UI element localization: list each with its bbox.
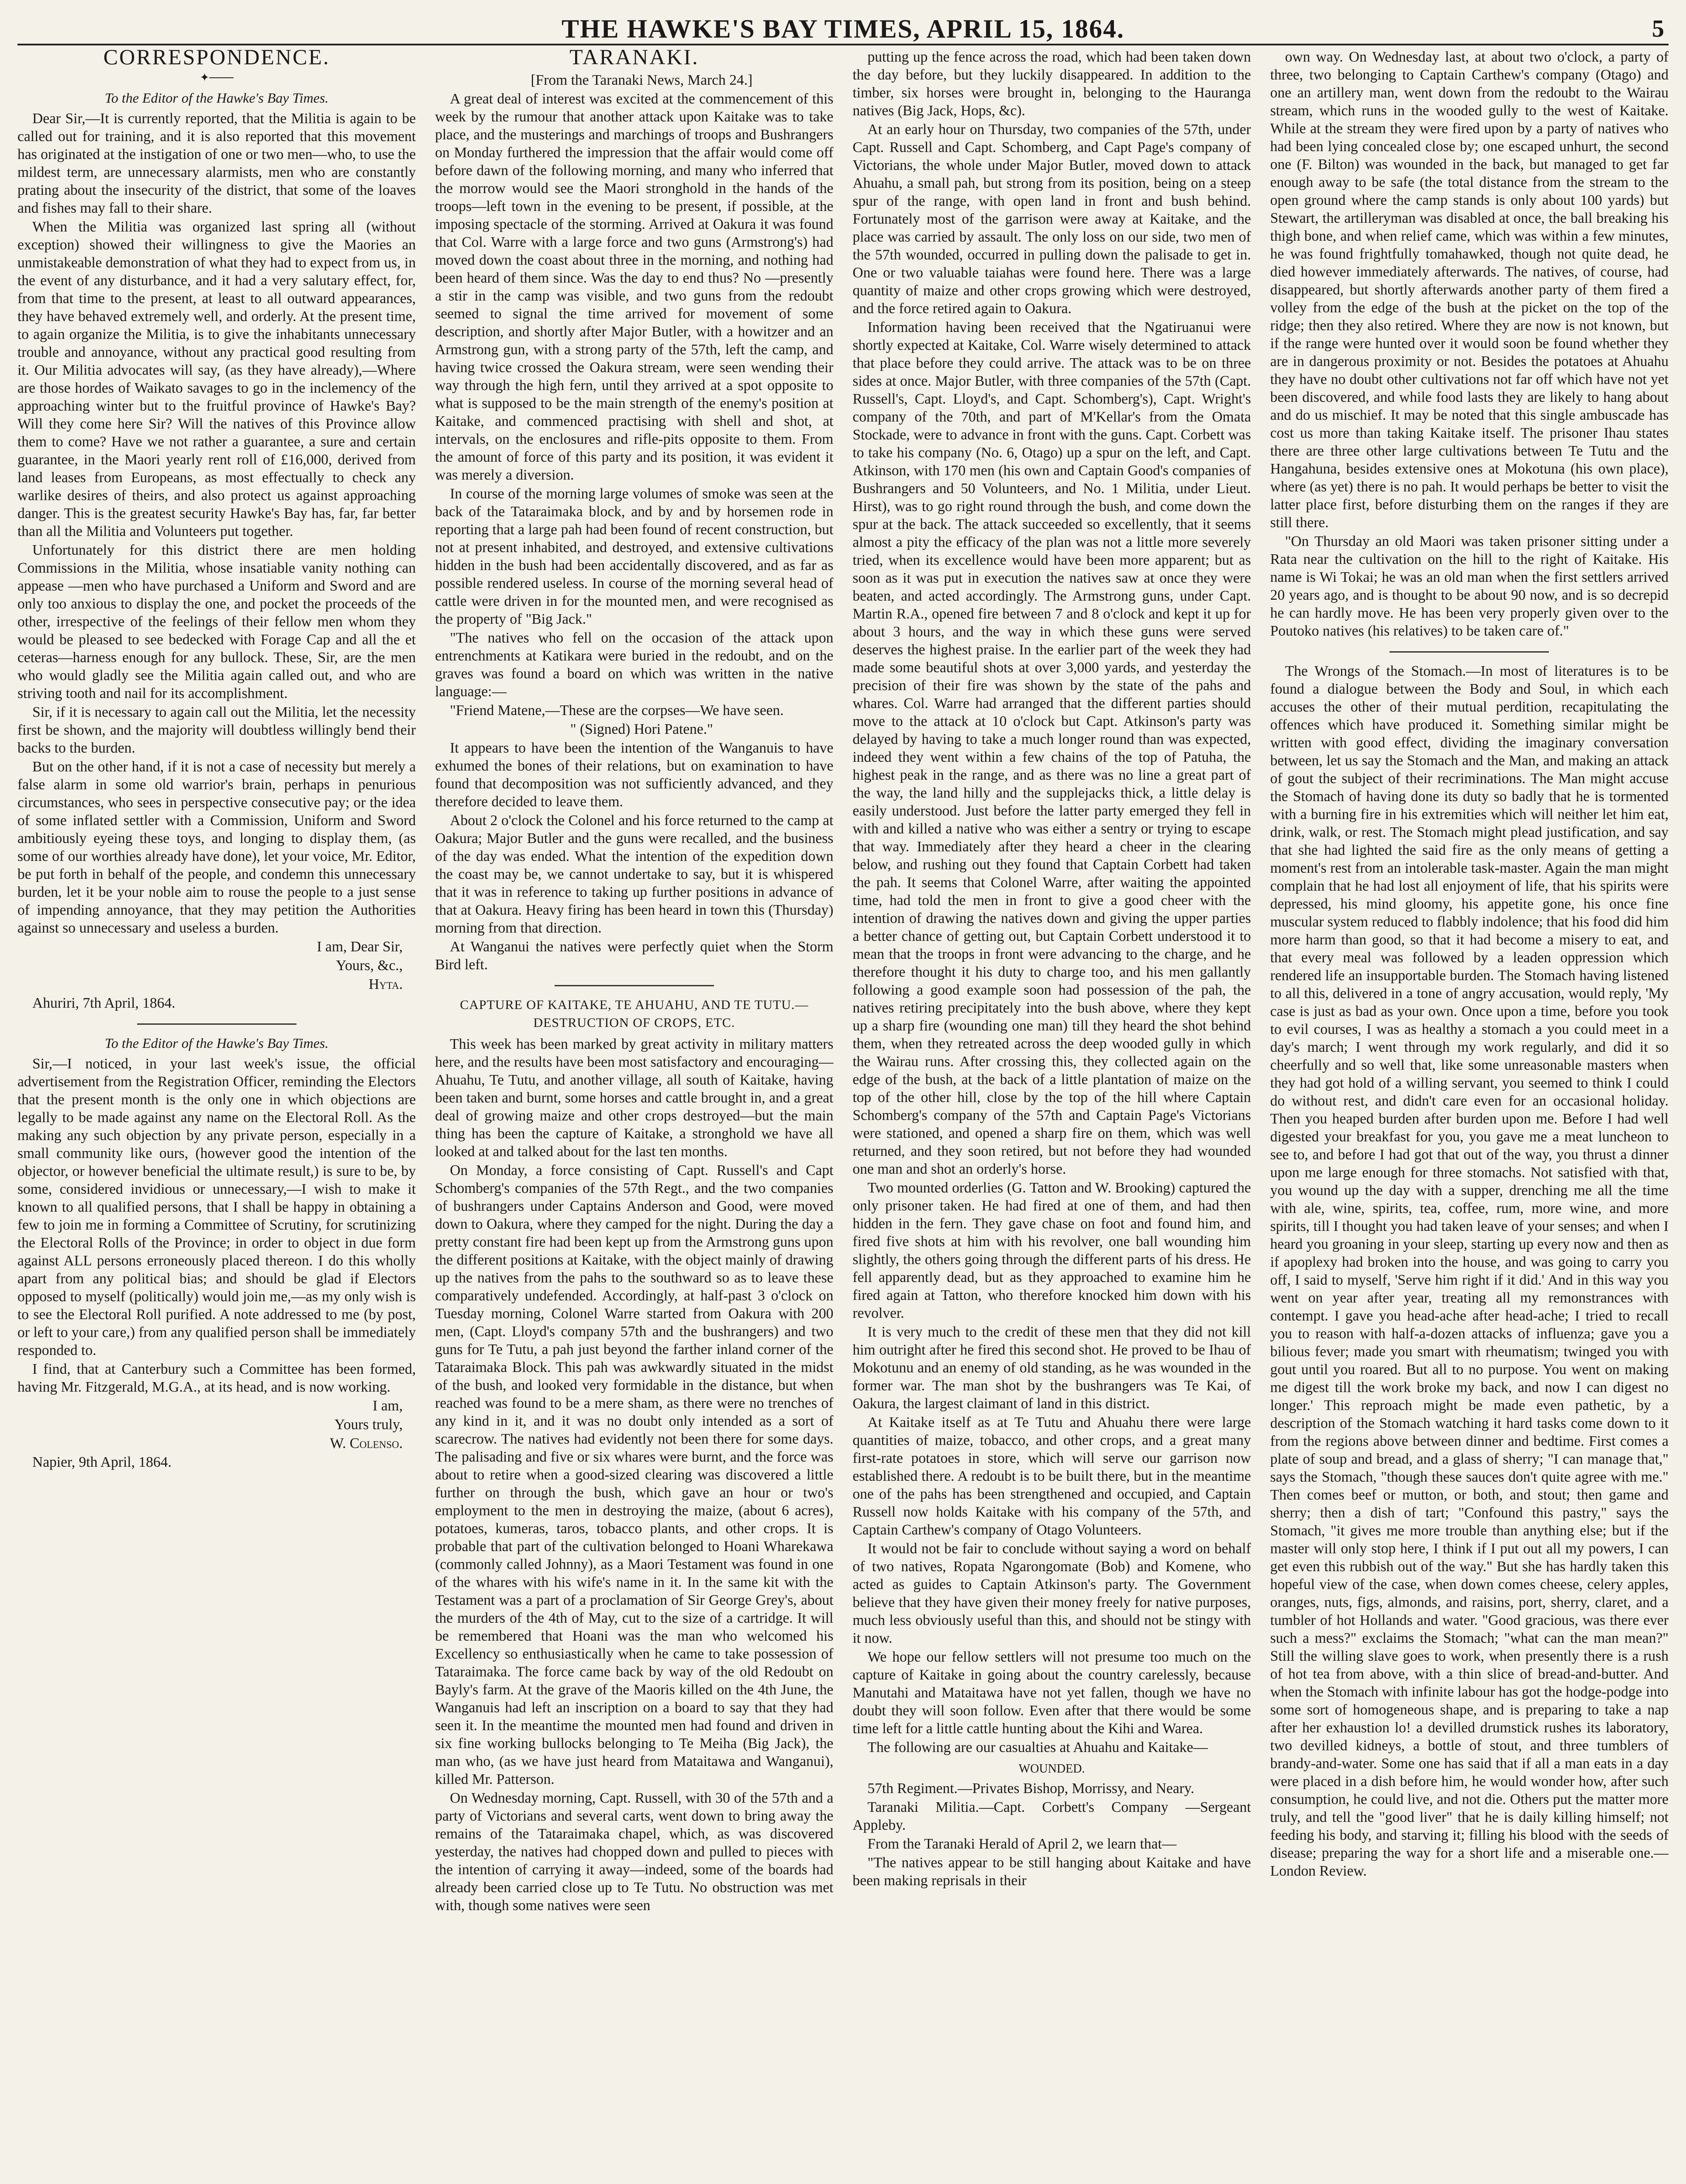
article-paragraph: putting up the fence across the road, which had been taken down the day before, but they luckily disappeared. In addition to the timber, six horses were brought in, belonging to the Hauranga natives (Big Jack, Hops, &c).	[852, 49, 1251, 119]
divider-rule	[137, 1023, 297, 1025]
wounded-entry: Taranaki Militia.—Capt. Corbett's Company —Sergeant Appleby.	[852, 1799, 1251, 1833]
letter-dateline: Napier, 9th April, 1864.	[32, 1454, 172, 1470]
article-paragraph: At an early hour on Thursday, two companies of the 57th, under Capt. Russell and Capt. Schomberg, and Capt Page's company of Victorians, the whole under Major Butler, moved down to attack Ahuahu, a small pah, but strong from its position, being on a steep spur of the range, with open land in front and bush behind. Fortunately most of the garrison were away at Kaitake, and the place was carried by assault. The only loss on our side, two men of the 57th wounded, occurred in pulling down the palisade to get in. One or two valuable taiahas were found here. There was a large quantity of maize and other crops growing which were destroyed, and the force retired again to Oakura.	[852, 121, 1251, 317]
wounded-heading: WOUNDED.	[1018, 1762, 1085, 1776]
column-3	[853, 48, 1251, 2184]
article-paragraph: Information having been received that the Ngatiruanui were shortly expected at Kaitake, Col. Warre wisely determined to attack that place before they could arrive. The attack was to be on three sides at once. Major Butler, with three companies of the 57th (Capt. Russell's, Capt. Lloyd's, and Capt. Schomberg's), Capt. Wright's company of the 70th, and part of M'Kellar's from the Omata Stockade, were to advance in front with the guns. Capt. Corbett was to take his company (No. 6, Otago) up a spur on the left, and Capt. Atkinson, with 170 men (his own and Captain Good's companies of Bushrangers and 50 Volunteers, and No. 1 Militia, under Lieut. Hirst), was to go right round through the bush, and come down the spur at the back. The attack succeeded so excellently, that it seems almost a pity the efficacy of the plan was not a little more severely tried, when its excellence would have been more apparent; but as soon as it was put in execution the natives saw at once they were beaten, and acted accordingly. The Armstrong guns, under Capt. Martin R.A., opened fire between 7 and 8 o'clock and kept it up for about 3 hours, and the way in which these guns were served deserves the highest praise. In the earlier part of the week they had made some beautiful shots at over 3,000 yards, and yesterday the precision of their fire was shown by the state of the pahs and whares. Col. Warre had arranged that the different parties should move to the attack at 10 o'clock but Capt. Atkinson's party was delayed by having to take a much longer round than was expected, indeed they went within a few chains of the top of Patuha, the highest peak in the range, and as there was no line a great part of the way, the land hilly and the supplejacks thick, a little delay is easily understood. Just before the latter party emerged they fell in with and killed a native who was either a sentry or trying to escape that way. Immediately after they heard a cheer in the clearing below, and rushing out they found that Captain Corbett had taken the pah. It seems that Colonel Warre, after waiting the appointed time, had told the men in front to give a good cheer with the intention of drawing the natives down and giving the upper parties a better chance of getting out, but Captain Corbett understood it to mean that the troops in front were advancing to the charge, and he therefore thought it his duty to charge too, and his men gallantly following a good example soon had possession of the pah, the natives retiring precipitately into the bush above, where they kept up a sharp fire (wounding one man) till they heard the shot behind them, when they retreated across the deep wooded gully in which the Wairau runs. After crossing this, they collected again on the edge of the bush, at the back of a little plantation of maize on the top of the other hill, close by the top of the hill where Captain Schomberg's company of the 57th and Captain Page's Victorians were stationed, and opened a sharp fire on them, which was well returned, and they soon retired, but not before they had wounded one man and shot an orderly's horse.	[852, 319, 1251, 1177]
letter-signoff: I am,	[372, 1398, 403, 1414]
article-paragraph: About 2 o'clock the Colonel and his force returned to the camp at Oakura; Major Butler and the guns were recalled, and the business of the day was ended. What the intention of the expedition down the coast may be, we cannot undertake to say, but it is whispered that it was in reference to taking up further positions in advance of that at Oakura. Heavy firing has been heard in town this (Thursday) morning from that direction.	[435, 812, 834, 936]
article-paragraph: At Kaitake itself as at Te Tutu and Ahuahu there were large quantities of maize, tobacco, and other crops, and a great many first-rate potatoes in store, which will serve our garrison now established there. A redoubt is to be built there, but in the meantime one of the pahs has been strengthened and occupied, and Captain Russell now holds Kaitake with his company of the 57th, and Captain Carthew's company of Otago Volunteers.	[852, 1414, 1251, 1538]
article-source: [From the Taranaki News, March 24.]	[531, 72, 753, 88]
article-paragraph: It is very much to the credit of these men that they did not kill him outright after he fired this second shot. He proved to be Ihau of Mokotunu and an enemy of old standing, as he was wounded in the former war. The man shot by the bushrangers was Te Kai, of Oakura, the largest claimant of land in this district.	[852, 1324, 1251, 1412]
letter-paragraph: When the Militia was organized last spring all (without exception) showed their willingness to give the Maories an unmistakeable demonstration of what they had to expect from us, in the event of any disturbance, and it had a very salutary effect, for, from that time to the present, at least to all outward appearances, they have behaved extremely well, and orderly. At the present time, to again organize the Militia, is to give the inhabitants unnecessary trouble and annoyance, without any practical good resulting from it. Our Militia advocates will say, (as they have already),—Where are those hordes of Waikato savages to go in the inclemency of the approaching winter but to the fruitful province of Hawke's Bay? Will they come here Sir? Will the natives of this Province allow them to come? Have we not rather a guarantee, a sure and certain guarantee, in the Maori yearly rent roll of £16,000, derived from land leases from Europeans, as most effectually to check any warlike desires of theirs, and also protect us against approaching danger. This is the greatest security Hawke's Bay has, far, far better than all the Militia and Volunteers put together.	[17, 219, 416, 539]
column-4	[1270, 48, 1669, 2184]
article-paragraph: We hope our fellow settlers will not presume too much on the capture of Kaitake in going about the country carelessly, because Manutahi and Mataitawa have not yet fallen, though we have no doubt they will soon follow. Even after that there would be some time left for a little cattle hunting about the Kihi and Warea.	[852, 1649, 1251, 1737]
letter-paragraph: Sir, if it is necessary to again call out the Militia, let the necessity first be shown, and the majority will doubtless willingly bend their backs to the burden.	[17, 704, 416, 756]
section-heading-correspondence: CORRESPONDENCE.	[103, 48, 330, 69]
article-paragraph: In course of the morning large volumes of smoke was seen at the back of the Tataraimaka block, and by and by horsemen rode in reporting that a large pah had been found of recent construction, but not at present inhabited, and destroyed, and extensive cultivations hidden in the bush had been accidentally discovered, and as far as possible rendered useless. In course of the morning several head of cattle were driven in for the mounted men, and were recognised as the property of "Big Jack."	[435, 486, 834, 627]
letter-paragraph: Sir,—I noticed, in your last week's issue, the official advertisement from the Registration Officer, reminding the Electors that the present month is the only one in which objections are legally to be made against any name on the Electoral Roll. As the making any such objection by any private person, especially in a small community like ours, (however good the intention of the objector, or however beneficial the ultimate result,) is sure to be, by some, considered invidious or unnecessary,—I wish to make it known to all qualified persons, that I shall be happy in obtaining a few to join me in forming a Committee of Scrutiny, for scrutinizing the Electoral Rolls of the Province; in order to object in due form against ALL persons erroneously placed thereon. I do this wholly apart from any political bias; and should be glad if Electors opposed to myself (politically) would join me,—as my only wish is to see the Electoral Roll purified. A note addressed to me (by post, or left to your care,) from any qualified person shall be immediately responded to.	[17, 1056, 416, 1358]
article-paragraph: Two mounted orderlies (G. Tatton and W. Brooking) captured the only prisoner taken. He had fired at one of them, and had then hidden in the fern. They gave chase on foot and found him, and fired five shots at him with his revolver, one ball wounding him slightly, the others going through the different parts of his dress. He fell apparently dead, but as they approached to examine him he fired again at Tatton, who therefore knocked him down with his revolver.	[852, 1180, 1251, 1321]
article-subheading: CAPTURE OF KAITAKE, TE AHUAHU, AND TE TUTU.—DESTRUCTION OF CROPS, ETC.	[460, 998, 809, 1030]
article-paragraph: A great deal of interest was excited at the commencement of this week by the rumour that another attack upon Kaitake was to take place, and the musterings and marchings of troops and Bushrangers on Monday furthered the impression that the affair would come off before dawn of the following morning, and many who inferred that the morrow would see the Maori stronghold in the hands of the troops—left town in the evening to be present, if possible, at the imposing spectacle of the storming. Arrived at Oakura it was found that Col. Warre with a large force and two guns (Armstrong's) had moved down the coast about three in the morning, and nothing had been heard of them since. Was the day to end thus? No —presently a stir in the camp was visible, and two guns from the redoubt seemed to signal the time arrived for movement of some description, and shortly after Major Butler, with a howitzer and an Armstrong gun, with a strong party of the 57th, left the camp, and having twice crossed the Oakura stream, were seen wending their way through the high fern, until they arrived at a spot opposite to what is supposed to be the main strength of the enemy's position at Kaitake, and commenced practising with shell and shot, at intervals, on the enclosures and rifle-pits opposite to them. From the amount of force of this party and its position, it was evident it was merely a diversion.	[435, 91, 834, 483]
quote-signature: " (Signed) Hori Patene."	[570, 721, 713, 737]
masthead	[17, 13, 1669, 45]
letter-paragraph: I find, that at Canterbury such a Committee has been formed, having Mr. Fitzgerald, M.G.A., at its head, and is now working.	[17, 1361, 416, 1395]
letter-paragraph: Dear Sir,—It is currently reported, that the Militia is again to be called out for training, and it is also reported that this movement has originated at the instigation of one or two men—who, to use the mildest term, are unnecessary alarmists, men who are constantly prating about the insecurity of the district, that some of the loaves and fishes may fall to their share.	[17, 111, 416, 216]
article-paragraph: "The natives appear to be still hanging about Kaitake and have been making reprisals in their	[852, 1855, 1251, 1889]
article-paragraph: "Friend Matene,—These are the corpses—We have seen.	[450, 702, 784, 719]
letter-paragraph: But on the other hand, if it is not a case of necessity but merely a false alarm in some old warrior's brain, perhaps in penurious circumstances, who sees in perspective consecutive pay; or the idea of some inflated settler with a Commission, Uniform and Sword ambitiously eyeing these toys, and longing to display them, (as some of our worthies already have done), let your voice, Mr. Editor, be put forth in behalf of the people, and condemn this unnecessary burden, let it be your noble aim to rouse the people to a just sense of impending annoyance, that they may petition the Authorities against so unnecessary and useless a burden.	[17, 759, 416, 936]
letter-signature: W. Colenso.	[330, 1435, 403, 1451]
article-paragraph: At Wanganui the natives were perfectly quiet when the Storm Bird left.	[435, 939, 834, 973]
article-paragraph: own way. On Wednesday last, at about two o'clock, a party of three, two belonging to Captain Carthew's company (Otago) and one an artillery man, went down from the redoubt to the Wairau stream, which runs in the wooded gully to the west of Kaitake. While at the stream they were fired upon by a party of natives who had been lying concealed close by; one escaped unhurt, the second one (F. Bilton) was wounded in the back, but managed to get far enough away to be safe (the total distance from the stream to the open ground where the camp stands is only about 100 yards) but Stewart, the artilleryman was disabled at once, the ball breaking his thigh bone, and when relief came, which was within a few minutes, he was found frightfully tomahawked, though not quite dead, he died however immediately afterwards. The natives, of course, had disappeared, but shortly afterwards another party of them fired a volley from the edge of the bush at the picket on the top of the ridge; then they also retired. Where they are now is not known, but if the range were hunted over it would soon be found whether they are in dangerous proximity or not. Besides the potatoes at Ahuahu they have no doubt other cultivations not far off which have not yet been discovered, and while food lasts they are likely to hang about and do us mischief. It may be noted that this single ambuscade has cost us more than taking Kaitake itself. The prisoner Ihau states there are three other large cultivations between Te Tutu and the Hangahuna, besides extensive ones at Mokotuna (his own place), where (as yet) there is no pah. It would perhaps be better to visit the latter place first, before disturbing them on the ranges if they are still there.	[1270, 49, 1669, 531]
letter-address: To the Editor of the Hawke's Bay Times.	[104, 90, 329, 106]
divider-rule	[555, 985, 714, 986]
letter-signature: Hyta.	[369, 976, 403, 992]
columns	[17, 48, 1669, 2184]
page-number: 5	[1652, 15, 1664, 42]
ornament-divider: ✦───	[200, 71, 234, 84]
article-paragraph: It appears to have been the intention of the Wanganuis to have exhumed the bones of their relations, but on examination to have found that decomposition was not sufficiently advanced, and they therefore decided to leave them.	[435, 740, 834, 810]
article-paragraph: The following are our casualties at Ahuahu and Kaitake—	[867, 1739, 1208, 1755]
column-1	[17, 48, 416, 2184]
article-paragraph: It would not be fair to conclude without saying a word on behalf of two natives, Ropata Ngarongomate (Bob) and Komene, who acted as guides to Captain Atkinson's party. The Government believe that they have given their money freely for native purposes, much less obviously useful than this, and should not be stingy with it now.	[852, 1541, 1251, 1646]
divider-rule	[1389, 651, 1549, 653]
letter-signoff: Yours truly,	[334, 1417, 403, 1433]
masthead-title: THE HAWKE'S BAY TIMES, APRIL 15, 1864.	[561, 14, 1125, 43]
article-paragraph: "The natives who fell on the occasion of the attack upon entrenchments at Katikara were buried in the redoubt, and on the graves was found a board on which was written in the native language:—	[435, 630, 834, 700]
letter-signoff: Yours, &c.,	[336, 957, 403, 974]
article-paragraph: This week has been marked by great activity in military matters here, and the results have been most satisfactory and encouraging—Ahuahu, Te Tutu, and another village, all south of Kaitake, having been taken and burnt, some horses and cattle brought in, and a great deal of growing maize and other crops destroyed—but the main thing has been the capture of Kaitake, a stronghold we have all looked at and talked about for the last ten months.	[435, 1036, 834, 1160]
article-paragraph: On Wednesday morning, Capt. Russell, with 30 of the 57th and a party of Victorians and several carts, went down to bring away the remains of the Tataraimaka chapel, which, as was discovered yesterday, the natives had chopped down and pulled to pieces with the intention of carrying it away—indeed, some of the boards had already been carried close up to Te Tutu. No obstruction was met with, though some natives were seen	[435, 1790, 834, 1914]
herald-source: From the Taranaki Herald of April 2, we learn that—	[867, 1836, 1177, 1852]
article-paragraph: "On Thursday an old Maori was taken prisoner sitting under a Rata near the cultivation on the hill to the right of Kaitake. His name is Wi Tokai; he was an old man when the first settlers arrived 20 years ago, and is thought to be about 90 now, and is so decrepid he can hardly move. He has been very properly given over to the Poutoko natives (his relatives) to be taken care of."	[1270, 533, 1669, 639]
article-paragraph: On Monday, a force consisting of Capt. Russell's and Capt Schomberg's companies of the 57th Regt., and the two companies of bushrangers under Captains Anderson and Good, were moved down to Oakura, where they camped for the night. During the day a pretty constant fire had been kept up from the Armstrong guns upon the different positions at Kaitake, with the object mainly of drawing up the natives from the pahs to the southward so as to leave these comparatively undefended. Accordingly, at half-past 3 o'clock on Tuesday morning, Colonel Warre started from Oakura with 200 men, (Capt. Lloyd's company 57th and the bushrangers) and two guns for Te Tutu, a pah just beyond the farther inland corner of the Tataraimaka Block. This pah was awkwardly situated in the midst of the bush, and looked very formidable in the distance, but when reached was found to be a mere sham, as there were no trenches of any kind in it, and it was no doubt only intended as a sort of scarecrow. The natives had evidently not been there for some days. The palisading and five or six whares were burnt, and the force was about to retire when a good-sized clearing was discovered a little further on through the bush, which gave an hour or two's employment to the men in destroying the maize, (about 6 acres), potatoes, kumeras, taros, tobacco plants, and other crops. It is probable that part of the cultivation belonged to Hoani Wharekawa (commonly called Johnny), as a Maori Testament was found in one of the whares with his wife's name in it. In the same kit with the Testament was a part of a proclamation of Sir George Grey's, about the murders of the 4th of May, cut to the size of a cartridge. It will be remembered that Hoani was the man who welcomed his Excellency so enthusiastically when he came to take possession of Tataraimaka. The force came back by way of the old Redoubt on Bayly's farm. At the grave of the Maoris killed on the 4th June, the Wanganuis had left an inscription on a board to say that they had seen it. In the meantime the mounted men had found and driven in six fine working bullocks belonging to Te Meiha (Big Jack), the man who, (as we have just heard from Mataitawa and Wanganui), killed Mr. Patterson.	[435, 1162, 834, 1787]
letter-paragraph: Unfortunately for this district there are men holding Commissions in the Militia, whose insatiable vanity nothing can appease —men who have purchased a Uniform and Sword and are only too anxious to display the one, and pocket the proceeds of the other, irrespective of the feelings of their fellow men whom they would be pleased to see bedecked with Forage Cap and all the et ceteras—harness enough for any bullock. These, Sir, are the men who would gladly see the Militia again called out, and who are striving tooth and nail for its accomplishment.	[17, 542, 416, 702]
wounded-entry: 57th Regiment.—Privates Bishop, Morrissy, and Neary.	[867, 1780, 1194, 1797]
section-heading-taranaki: TARANAKI.	[569, 48, 699, 69]
letter-signoff: I am, Dear Sir,	[317, 939, 403, 955]
column-2	[435, 48, 833, 2184]
stomach-article: The Wrongs of the Stomach.—In most of literatures is to be found a dialogue between the Body and Soul, in which each accuses the other of their mutual perdition, recapitulating the offences which have produced it. Something similar might be written with good effect, dividing the imaginary conversation between, let us say the Stomach and the Man, and making an attack of gout the subject of their recriminations. The Man might accuse the Stomach of having done its duty so badly that he is tormented with a burning fire in his extremities which will neither let him eat, drink, walk, or rest. The Stomach might plead justification, and say that she had lighted the said fire as the only means of getting a moment's rest from an intolerable task-master. Again the man might complain that he had lost all enjoyment of life, that his spirits were depressed, his mind gloomy, his appetite gone, his once fine muscular system reduced to flabbly indolence; that his food did him more harm than good, so that it had become a misery to eat, and that every meal was followed by a leaden oppression which rendered life an insupportable burden. The Stomach having listened to all this, delivered in a tone of angry accusation, would reply, 'My case is just as bad as your own. Once upon a time, before you took to evil courses, I was as healthy a stomach a you could meet in a day's march; I went through my work regularly, and did it so cheerfully and so well that, like some unreasonable masters when they had got hold of a willing servant, you seemed to think I could do without rest, and didn't care even for an occasional holiday. Then you heaped burden after burden upon me. Before I had well digested your breakfast for you, you gave me a meat luncheon to see to, and before I had got that out of the way, you thrust a dinner upon me large enough for three stomachs. Not satisfied with that, you wound up the day with a supper, drenching me all the time with ale, wine, spirits, tea, coffee, rum, more wine, and more spirits, till I thought you had taken leave of your senses; and when I heard you groaning in your sleep, starting up every now and then as if apoplexy had broken into the house, and was going to carry you off, I said to myself, 'Serve him right if it did.' And in this way you went on year after year, treating all my remonstrances with contempt. I gave you head-ache after head-ache; I tried to recall you to reason with half-a-dozen attacks of influenza; gave you a bilious fever; made you smart with rheumatism; twinged you with gout until you roared. But all to no purpose. You went on making me digest till the work broke my back, and now I can digest no longer.' This reproach might be made even pathetic, by a description of the Stomach watching it hard tasks come down to it from the regions above between dinner and bedtime. First comes a plate of soup and bread, and a glass of sherry; "I can manage that," says the Stomach, "though these sauces don't quite agree with me." Then comes beef or mutton, or both, and stout; then game and sherry; then a dish of tart; "Confound this pastry," says the Stomach, "it gives me more trouble than anything else; but if the master will only stop here, I think if I put out all my powers, I can get even this rubbish out of the way." But she has hardly taken this hopeful view of the case, when down comes cheese, celery apples, oranges, nuts, figs, almonds, and raisins, port, sherry, claret, and a tumbler of hot Hollands and water. "Good gracious, was there ever such a mess?" exclaims the Stomach; "what can the man mean?" Still the willing slave goes to work, when presently there is a rush of hot tea from above, with a thin slice of bread-and-butter. And when the Stomach with infinite labour has got the hodge-podge into some sort of homogeneous shape, and is preparing to take a nap after her exhaustion lo! a devilled drumstick rushes its laboratory, two devilled kidneys, a bottle of stout, and three tumblers of brandy-and-water. Some one has said that if all a man eats in a day were placed in a dish before him, he would wonder how, after such consumption, he could live, and not die. Others put the matter more truly, and tell the "good liver" that he is daily killing himself; not feeding his body, and starving it; filling his blood with the seeds of disease; preparing the way for a short life and a miserable one.—London Review.	[1270, 663, 1669, 1879]
letter-dateline: Ahuriri, 7th April, 1864.	[32, 995, 176, 1011]
letter-address: To the Editor of the Hawke's Bay Times.	[104, 1035, 329, 1051]
